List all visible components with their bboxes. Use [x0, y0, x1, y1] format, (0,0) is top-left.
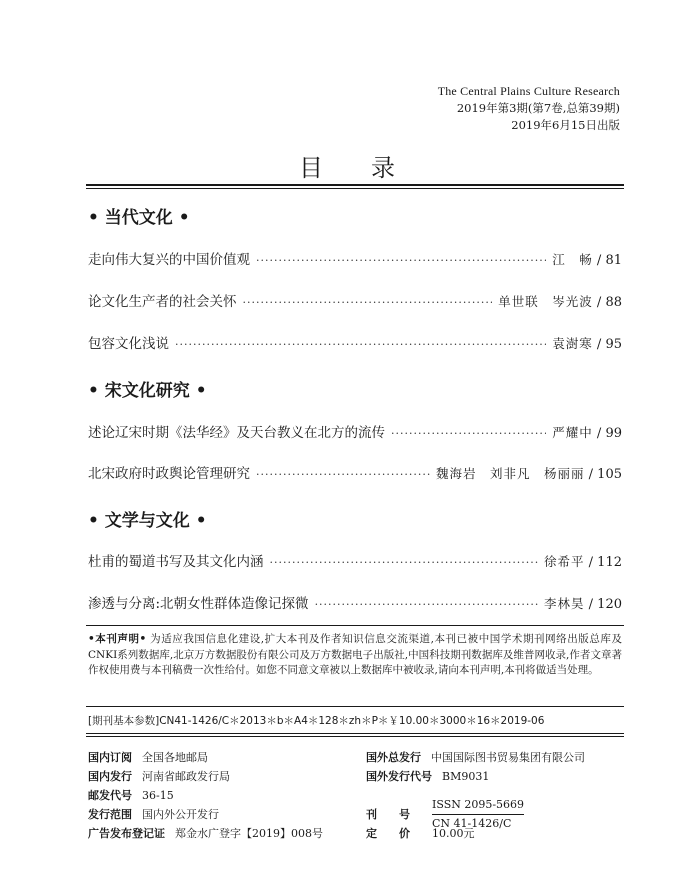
toc-entry[interactable] [88, 550, 622, 570]
toc-entry[interactable] [88, 462, 622, 482]
params-top-rule [86, 706, 624, 707]
publishing-info-left [88, 748, 323, 843]
entry-page: / 112 [584, 555, 622, 570]
entry-title: 北宋政府时政舆论管理研究 [88, 466, 250, 482]
issue-info: 2019年第3期(第7卷,总第39期) [456, 101, 620, 115]
issn: ISSN 2095-5669 [432, 796, 524, 815]
price-block [366, 824, 475, 843]
publishing-info-right [366, 748, 585, 786]
entry-title: 包容文化浅说 [88, 336, 169, 352]
entry-title: 述论辽宋时期《法华经》及天台教义在北方的流传 [88, 425, 385, 441]
title-char-right: 录 [371, 154, 397, 182]
pub-row: 国外总发行 中国国际图书贸易集团有限公司 [366, 751, 585, 764]
leader-dots [243, 296, 493, 309]
entry-authors: 魏海岩 刘非凡 杨丽丽 [436, 466, 585, 481]
entry-title: 杜甫的蜀道书写及其文化内涵 [88, 554, 264, 570]
pub-row: 发行范围 国内外公开发行 [88, 808, 219, 821]
params-bottom-rule-1 [86, 733, 624, 734]
leader-dots [391, 427, 546, 440]
cn-number: CN 41-1426/C [432, 817, 512, 830]
pub-row: 国内订阅 全国各地邮局 [88, 751, 208, 764]
entry-authors: 江 畅 [552, 252, 593, 267]
entry-page: / 88 [592, 295, 622, 310]
journal-header [438, 83, 620, 134]
page-title [0, 148, 696, 183]
entry-authors: 严耀中 [552, 425, 593, 440]
price-label: 定 价 [366, 827, 410, 840]
entry-title: 论文化生产者的社会关怀 [88, 294, 237, 310]
entry-authors: 徐希平 [544, 554, 585, 569]
leader-dots [315, 598, 538, 611]
title-rule-thin [86, 188, 624, 189]
params-bottom-rule-2 [86, 736, 624, 737]
basic-parameters: [期刊基本参数]CN41-1426/C＊2013＊b＊A4＊128＊zh＊P＊￥10.00＊3000＊16＊2019-06 [88, 715, 545, 727]
leader-dots [256, 254, 546, 267]
leader-dots [175, 338, 546, 351]
pub-row: 国外发行代号 BM9031 [366, 770, 490, 783]
entry-page: / 95 [592, 337, 622, 352]
leader-dots [256, 468, 430, 481]
entry-page: / 120 [584, 597, 622, 612]
pub-row: 邮发代号 36-15 [88, 789, 174, 802]
entry-page: / 99 [592, 426, 622, 441]
price-value: 10.00元 [432, 827, 475, 840]
notice-text: 为适应我国信息化建设,扩大本刊及作者知识信息交流渠道,本刊已被中国学术期刊网络出版总库及CNKI系列数据库,北京万方数据股份有限公司及万方数据电子出版社,中国科技期刊数据库及维普网收录,作者文章著作权使用费与本刊稿费一次性给付。如您不同意文章被以上数据库中被收录,请向本刊声明,本刊将做适当处理。 [88, 633, 622, 676]
leader-dots [270, 556, 539, 569]
toc-entry[interactable] [88, 290, 622, 310]
title-rule-thick [86, 184, 624, 186]
journal-english-title: The Central Plains Culture Research [437, 84, 620, 98]
entry-page: / 105 [584, 467, 622, 482]
entry-title: 渗透与分离:北朝女性群体造像记探微 [88, 596, 309, 612]
entry-title: 走向伟大复兴的中国价值观 [88, 252, 250, 268]
section-heading-song-culture: • 宋文化研究 • [88, 381, 207, 401]
title-char-left: 目 [299, 154, 325, 182]
entry-authors: 袁澍寒 [552, 336, 593, 351]
toc-entry[interactable] [88, 421, 622, 441]
pub-row: 国内发行 河南省邮政发行局 [88, 770, 230, 783]
pub-row: 广告发布登记证 郑金水广登字【2019】008号 [88, 827, 323, 840]
section-heading-literature-culture: • 文学与文化 • [88, 511, 207, 531]
entry-page: / 81 [592, 253, 622, 268]
entry-authors: 单世联 岑光波 [498, 294, 593, 309]
notice-label: •本刊声明• [88, 633, 147, 645]
entry-authors: 李林昊 [544, 596, 585, 611]
toc-entry[interactable] [88, 592, 622, 612]
journal-notice [88, 632, 622, 679]
section-heading-contemporary-culture: • 当代文化 • [88, 208, 190, 228]
serial-number-label: 刊 号 [366, 808, 410, 821]
notice-top-rule [86, 625, 624, 626]
publication-date: 2019年6月15日出版 [511, 118, 620, 132]
toc-entry[interactable] [88, 332, 622, 352]
toc-entry[interactable] [88, 248, 622, 268]
